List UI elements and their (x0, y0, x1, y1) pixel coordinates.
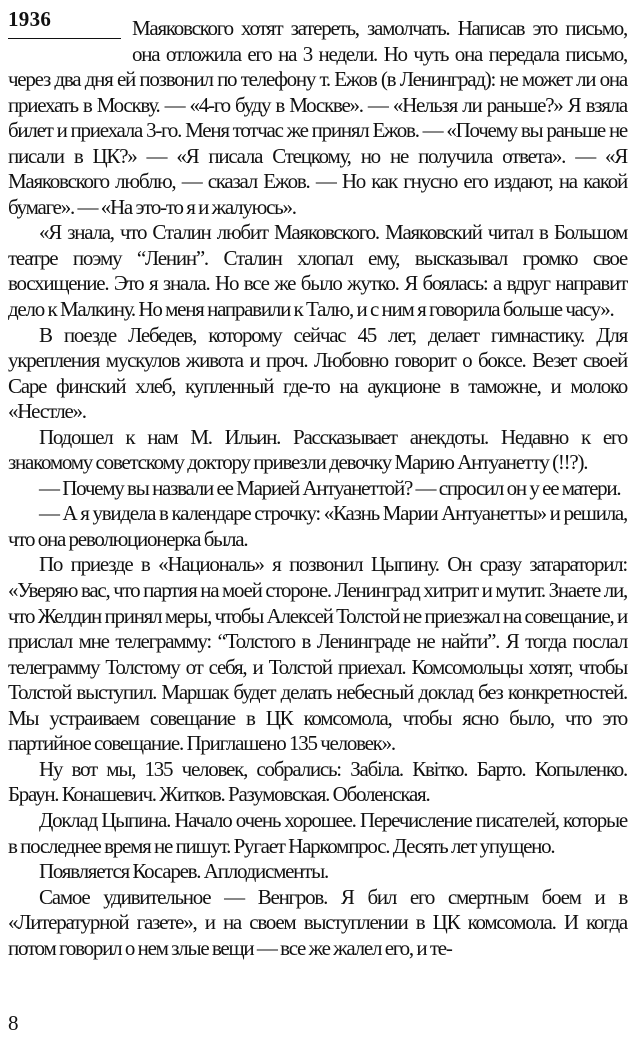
page-number: 8 (8, 1011, 19, 1035)
paragraph: «Я знала, что Сталин любит Маяковского. Маяковский читал в Большом театре поэму “Ленин”. Сталин хлопал ему, высказывал громко свое восхищение. Это я знала. Но все же было жутко. Я боялась: а вдруг направит дело к Малкину. Но меня направили к Талю, и с ним я говорила больше часу». (8, 220, 627, 322)
paragraph: По приезде в «Националь» я позвонил Цыпину. Он сразу затараторил: «Уверяю вас, что партия на моей стороне. Ленинград хитрит и мутит. Знаете ли, что Желдин принял меры, чтобы Алексей Толстой не приезжал на совещание, и прислал мне телеграмму: “Толстого в Ленинграде не найти”. Я тогда послал телеграмму Толстому от себя, и Толстой приехал. Комсомольцы хотят, чтобы Толстой выступил. Маршак будет делать небесный доклад без конкретностей. Мы устраиваем совещание в ЦК комсомола, чтобы ясно было, что это партийное совещание. Приглашено 135 человек». (8, 552, 627, 756)
paragraph: Самое удивительное — Венгров. Я бил его смертным боем и в «Литературной газете», и на своем выступлении в ЦК комсомола. И когда потом говорил о нем злые вещи — все же жалел его, и те- (8, 884, 627, 960)
paragraph: Ну вот мы, 135 человек, собрались: Забіла. Квітко. Барто. Копыленко. Браун. Конашевич. Житков. Разумовская. Оболенская. (8, 756, 627, 807)
body-text (8, 16, 627, 961)
paragraph: Появляется Косарев. Аплодисменты. (39, 859, 328, 884)
paragraph: В поезде Лебедев, которому сейчас 45 лет, делает гимнастику. Для укрепления мускулов живота и проч. Любовно говорит о боксе. Везет своей Саре финский хлеб, купленный где-то на аукционе в таможне, и молоко «Нестле». (8, 322, 627, 424)
paragraph: Доклад Цыпина. Начало очень хорошее. Перечисление писателей, которые в последнее время не пишут. Ругает Наркомпрос. Десять лет упущено. (8, 807, 627, 858)
paragraph: — А я увидела в календаре строчку: «Казнь Марии Антуанетты» и решила, что она революционерка была. (8, 501, 627, 551)
paragraph: — Почему вы назвали ее Марией Антуанеттой? — спросил он у ее матери. (39, 475, 621, 500)
book-page (8, 8, 627, 1038)
paragraph: Подошел к нам М. Ильин. Рассказывает анекдоты. Недавно к его знакомому советскому доктору привезли девочку Марию Антуанетту (!!?). (8, 424, 627, 475)
paragraph: Маяковского хотят затереть, замолчать. Написав это письмо, она отложила его на 3 недели. Но чуть она передала письмо, через два дня ей позвонил по телефону т. Ежов (в Ленинград): не может ли она приехать в Москву. — «4-го буду в Москве». — «Нельзя ли раньше?» Я взяла билет и приехала 3-го. Меня тотчас же принял Ежов. — «Почему вы раньше не писали в ЦК?» — «Я писала Стецкому, но не получила ответа». — «Я Маяковского люблю, — сказал Ежов. — Но как гнусно его издают, на какой бумаге». — «На это-то я и жалуюсь». (8, 16, 627, 219)
running-head-year: 1936 (8, 7, 52, 31)
